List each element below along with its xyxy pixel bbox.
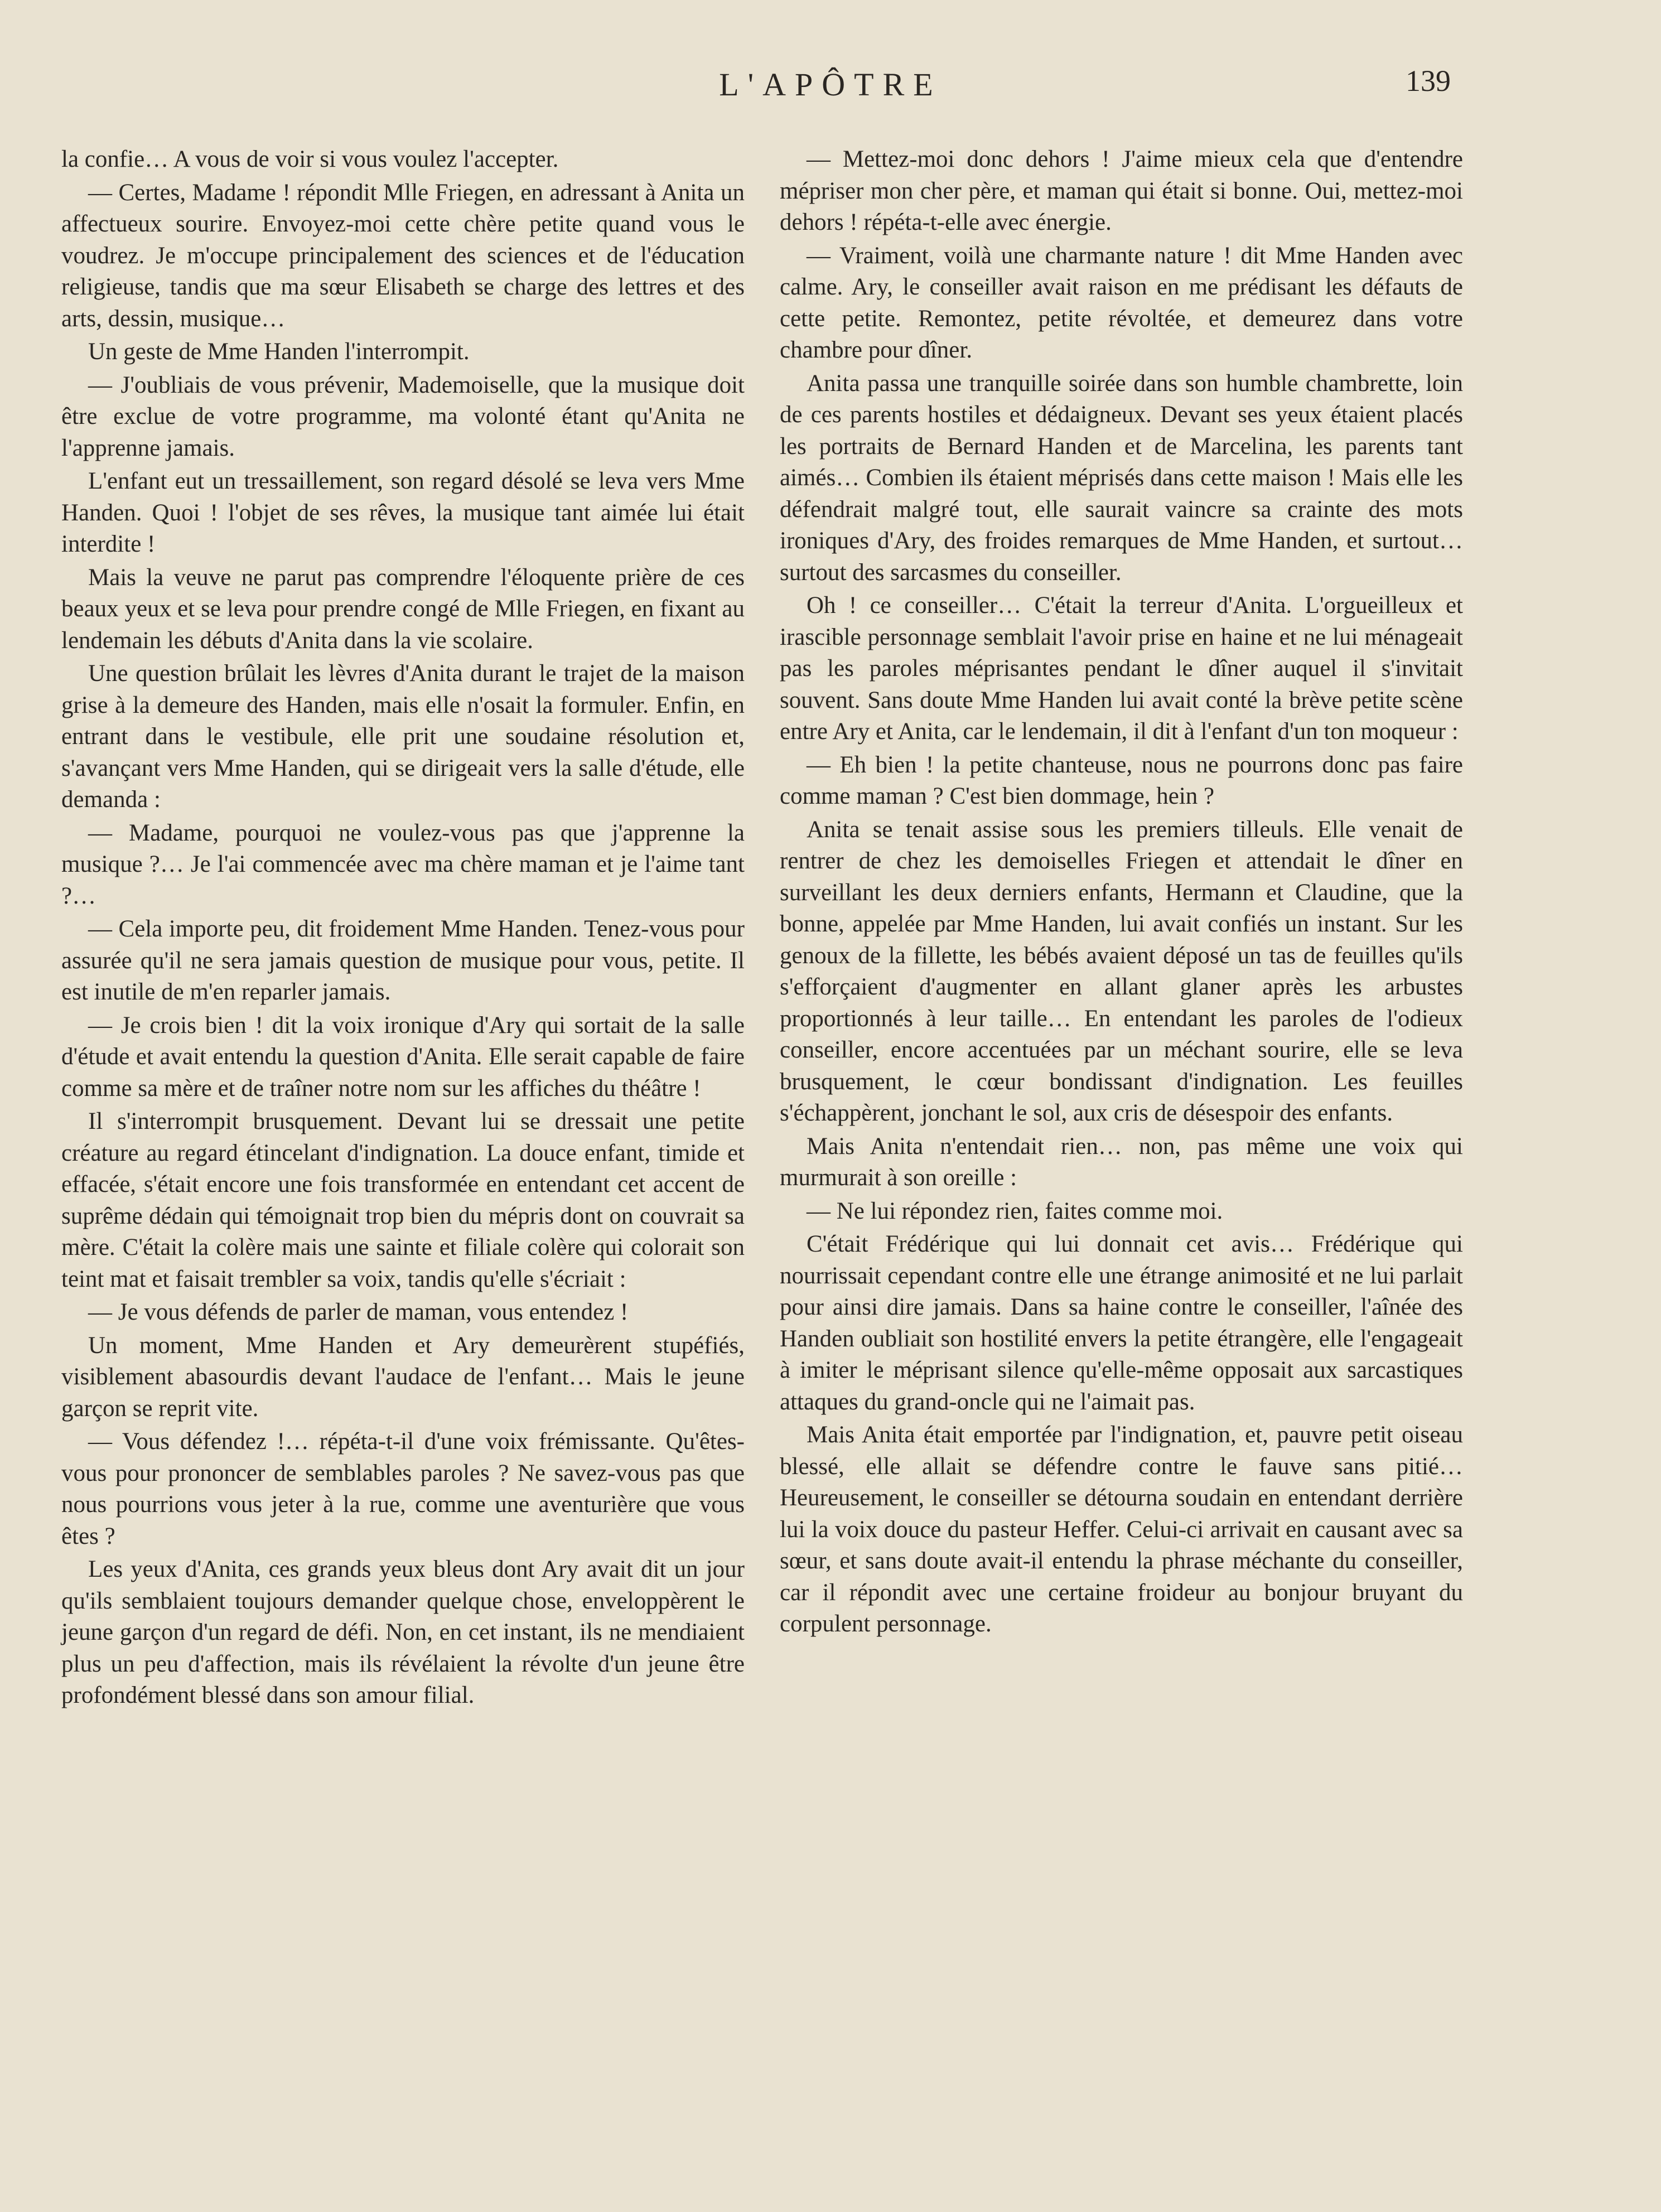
paragraph: — Madame, pourquoi ne voulez-vous pas que j'apprenne la musique ?… Je l'ai commencée avec ma chère maman et je l'aime tant ?…	[61, 819, 745, 909]
paragraph: Anita se tenait assise sous les premiers tilleuls. Elle venait de rentrer de chez les demoiselles Friegen et attendait le dîner en surveillant les deux derniers enfants, Hermann et Claudine, que la bonne, appelée par Mme Handen, lui avait confiés un instant. Sur les genoux de la fillette, les bébés avaient déposé un tas de feuilles qu'ils s'efforçaient d'augmenter en allant glaner après les arbustes proportionnés à leur taille… En entendant les paroles de l'odieux conseiller, encore accentuées par un méchant sourire, elle se leva brusquement, le cœur bondissant d'indignation. Les feuilles s'échappèrent, jonchant le sol, aux cris de désespoir des enfants.	[780, 816, 1463, 1126]
paragraph: Mais Anita était emportée par l'indignation, et, pauvre petit oiseau blessé, elle allait se défendre contre le fauve sans pitié… Heureusement, le conseiller se détourna soudain en entendant derrière lui la voix douce du pasteur Heffer. Celui-ci arrivait en causant avec sa sœur, et sans doute avait-il entendu la phrase méchante du conseiller, car il répondit avec une certaine froideur au bonjour bruyant du corpulent personnage.	[780, 1422, 1463, 1637]
right-column	[780, 144, 1463, 1642]
paragraph: — Mettez-moi donc dehors ! J'aime mieux cela que d'entendre mépriser mon cher père, et maman qui était si bonne. Oui, mettez-moi dehors ! répéta-t-elle avec énergie.	[780, 146, 1463, 235]
paragraph: L'enfant eut un tressaillement, son regard désolé se leva vers Mme Handen. Quoi ! l'objet de ses rêves, la musique tant aimée lui était interdite !	[61, 468, 745, 557]
paragraph: — Vous défendez !… répéta-t-il d'une voix frémissante. Qu'êtes-vous pour prononcer de semblables paroles ? Ne savez-vous pas que nous pourrions vous jeter à la rue, comme une aventurière que vous êtes ?	[61, 1428, 745, 1549]
paragraph: — Je vous défends de parler de maman, vous entendez !	[88, 1299, 629, 1325]
paragraph: — J'oubliais de vous prévenir, Mademoiselle, que la musique doit être exclue de votre programme, ma volonté étant qu'Anita ne l'apprenne jamais.	[61, 371, 745, 461]
paragraph: Mais Anita n'entendait rien… non, pas même une voix qui murmurait à son oreille :	[780, 1133, 1463, 1191]
paragraph: Mais la veuve ne parut pas comprendre l'éloquente prière de ces beaux yeux et se leva pour prendre congé de Mlle Friegen, en fixant au lendemain les débuts d'Anita dans la vie scolaire.	[61, 564, 745, 654]
left-column	[61, 144, 745, 1713]
paragraph: Une question brûlait les lèvres d'Anita durant le trajet de la maison grise à la demeure des Handen, mais elle n'osait la formuler. Enfin, en entrant dans le vestibule, elle prit une soudaine résolution et, s'avançant vers Mme Handen, qui se dirigeait vers la salle d'étude, elle demanda :	[61, 660, 745, 813]
paragraph: — Eh bien ! la petite chanteuse, nous ne pourrons donc pas faire comme maman ? C'est bien dommage, hein ?	[780, 751, 1463, 809]
paragraph: Il s'interrompit brusquement. Devant lui se dressait une petite créature au regard étincelant d'indignation. La douce enfant, timide et effacée, s'était encore une fois transformée en entendant cet accent de suprême dédain qui témoignait trop bien du mépris dont on couvrait sa mère. C'était la colère mais une sainte et filiale colère qui colorait son teint mat et faisait trembler sa voix, tandis qu'elle s'écriait :	[61, 1108, 745, 1292]
page-number: 139	[1406, 64, 1451, 98]
paragraph: Anita passa une tranquille soirée dans son humble chambrette, loin de ces parents hostiles et dédaigneux. Devant ses yeux étaient placés les portraits de Bernard Handen et de Marcelina, les parents tant aimés… Combien ils étaient méprisés dans cette maison ! Mais elle les défendrait malgré tout, elle saurait vaincre sa crainte des mots ironiques d'Ary, des froides remarques de Mme Handen, et surtout… surtout des sarcasmes du conseiller.	[780, 370, 1463, 586]
paragraph: la confie… A vous de voir si vous voulez l'accepter.	[61, 146, 559, 172]
paragraph: — Vraiment, voilà une charmante nature ! dit Mme Handen avec calme. Ary, le conseiller avait raison en me prédisant les défauts de cette petite. Remontez, petite révoltée, et demeurez dans votre chambre pour dîner.	[780, 242, 1463, 363]
paragraph: — Certes, Madame ! répondit Mlle Friegen, en adressant à Anita un affectueux sourire. Envoyez-moi cette chère petite quand vous le voudrez. Je m'occupe principalement des sciences et de l'éducation religieuse, tandis que ma sœur Elisabeth se charge des lettres et des arts, dessin, musique…	[61, 179, 745, 332]
paragraph: Oh ! ce conseiller… C'était la terreur d'Anita. L'orgueilleux et irascible personnage semblait l'avoir prise en haine et ne lui ménageait pas les paroles méprisantes pendant le dîner auquel il s'invitait souvent. Sans doute Mme Handen lui avait conté la brève petite scène entre Ary et Anita, car le lendemain, il dit à l'enfant d'un ton moqueur :	[780, 592, 1463, 745]
running-head: L'APÔTRE	[719, 66, 942, 103]
paragraph: Un moment, Mme Handen et Ary demeurèrent stupéfiés, visiblement abasourdis devant l'audace de l'enfant… Mais le jeune garçon se reprit vite.	[61, 1332, 745, 1422]
paragraph: — Je crois bien ! dit la voix ironique d'Ary qui sortait de la salle d'étude et avait entendu la question d'Anita. Elle serait capable de faire comme sa mère et de traîner notre nom sur les affiches du théâtre !	[61, 1012, 745, 1102]
paragraph: C'était Frédérique qui lui donnait cet avis… Frédérique qui nourrissait cependant contre elle une étrange animosité et ne lui parlait pour ainsi dire jamais. Dans sa haine contre le conseiller, l'aînée des Handen oubliait son hostilité envers la petite étrangère, elle l'engageait à imiter le méprisant silence qu'elle-même opposait aux sarcastiques attaques du grand-oncle qui ne l'aimait pas.	[780, 1231, 1463, 1415]
paragraph: — Ne lui répondez rien, faites comme moi.	[807, 1197, 1223, 1224]
paragraph: Les yeux d'Anita, ces grands yeux bleus dont Ary avait dit un jour qu'ils semblaient toujours demander quelque chose, enveloppèrent le jeune garçon d'un regard de défi. Non, en cet instant, ils ne mendiaient plus un peu d'affection, mais ils révélaient la révolte d'un jeune être profondément blessé dans son amour filial.	[61, 1556, 745, 1708]
paragraph: — Cela importe peu, dit froidement Mme Handen. Tenez-vous pour assurée qu'il ne sera jamais question de musique pour vous, petite. Il est inutile de m'en reparler jamais.	[61, 916, 745, 1005]
paragraph: Un geste de Mme Handen l'interrompit.	[88, 339, 470, 365]
